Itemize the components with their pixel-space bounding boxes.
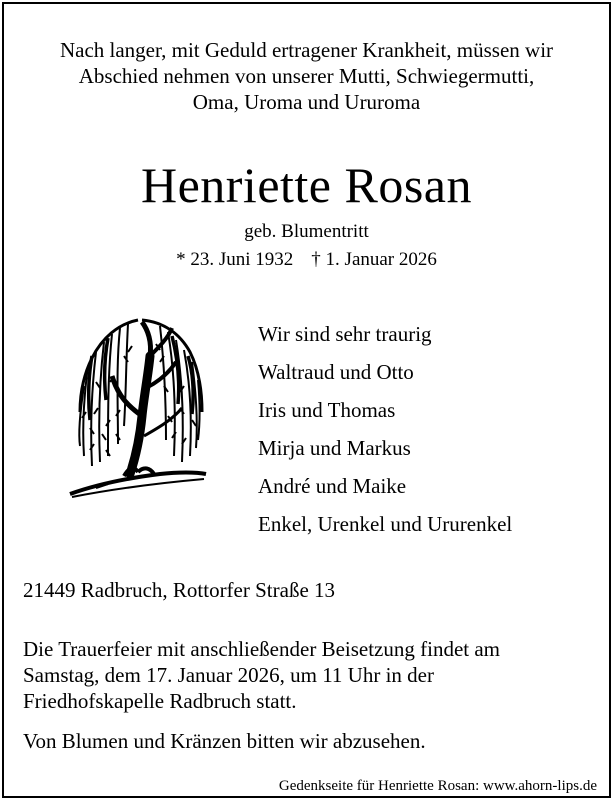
intro-line: Abschied nehmen von unserer Mutti, Schwiegermutti, bbox=[78, 64, 535, 88]
flowers-note: Von Blumen und Kränzen bitten wir abzusehen. bbox=[23, 729, 426, 753]
birth-name: geb. Blumentritt bbox=[244, 221, 369, 242]
intro-line: Oma, Uroma und Ururoma bbox=[192, 90, 421, 114]
obituary-notice bbox=[2, 2, 611, 798]
birth-date: * 23. Juni 1932 bbox=[176, 249, 294, 270]
funeral-service-info bbox=[23, 636, 500, 714]
memorial-page-link[interactable]: Gedenkseite für Henriette Rosan: www.ahorn-lips.de bbox=[278, 778, 597, 794]
intro-text bbox=[4, 37, 609, 115]
intro-line: Nach langer, mit Geduld ertragener Krankheit, müssen wir bbox=[59, 38, 554, 62]
deceased-name: Henriette Rosan bbox=[140, 157, 472, 213]
mourner-line: Iris und Thomas bbox=[258, 398, 396, 422]
mourner-line: Mirja und Markus bbox=[258, 436, 411, 460]
mourner-line: Waltraud und Otto bbox=[258, 360, 414, 384]
service-line: Die Trauerfeier mit anschließender Beisetzung findet am bbox=[23, 637, 501, 661]
mourner-line: Enkel, Urenkel und Ururenkel bbox=[258, 512, 513, 536]
death-date: † 1. Januar 2026 bbox=[311, 249, 437, 270]
life-dates bbox=[4, 248, 609, 272]
service-line: Friedhofskapelle Radbruch statt. bbox=[23, 689, 297, 713]
mourner-line: André und Maike bbox=[258, 474, 407, 498]
service-line: Samstag, dem 17. Januar 2026, um 11 Uhr in der bbox=[23, 663, 434, 687]
weeping-willow-icon bbox=[68, 316, 208, 502]
mourner-line: Wir sind sehr traurig bbox=[258, 322, 432, 346]
mourners-list bbox=[258, 315, 512, 543]
family-address: 21449 Radbruch, Rottorfer Straße 13 bbox=[23, 578, 336, 602]
